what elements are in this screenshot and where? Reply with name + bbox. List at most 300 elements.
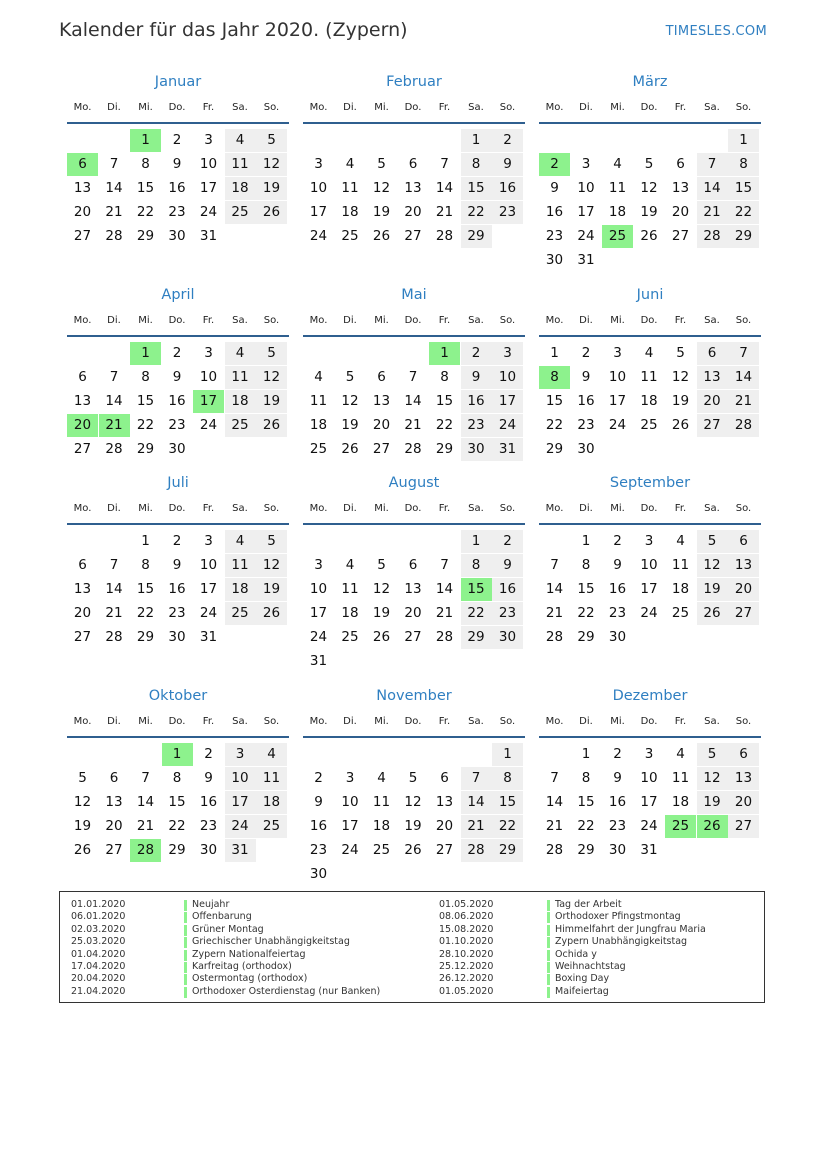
weekday-label: Mo.	[309, 102, 328, 113]
day-cell: 28	[435, 629, 454, 645]
day-cell: 26	[256, 414, 287, 437]
legend-holiday-name: Grüner Montag	[192, 923, 264, 935]
day-cell: 6	[78, 369, 87, 385]
day-cell: 23	[608, 818, 627, 834]
day-cell: 18	[225, 390, 256, 413]
day-cell: 30	[168, 228, 186, 244]
day-cell: 31	[225, 839, 256, 862]
day-cell: 25	[225, 201, 256, 224]
day-cell: 14	[105, 180, 123, 196]
day-cell: 23	[545, 228, 564, 244]
legend-entry	[60, 936, 760, 948]
legend-holiday-name: Tag der Arbeit	[555, 899, 622, 910]
weekday-header	[539, 503, 761, 525]
day-cell: 9	[172, 557, 182, 573]
legend-marker	[547, 950, 550, 961]
day-cell: 13	[671, 180, 690, 196]
day-cell: 2	[613, 746, 622, 762]
day-cell: 15	[136, 581, 155, 597]
weekday-label: Sa.	[704, 716, 720, 727]
day-cell: 26	[73, 842, 92, 858]
day-cell: 18	[341, 605, 359, 621]
legend-entry	[60, 961, 760, 973]
day-cell: 23	[608, 605, 627, 621]
day-cell: 20	[404, 605, 422, 621]
weekday-label: Di.	[107, 315, 121, 326]
day-cell: 15	[492, 791, 523, 814]
day-cell: 13	[728, 767, 759, 790]
day-cell: 10	[225, 767, 256, 790]
day-cell: 29	[492, 839, 523, 862]
day-cell: 7	[440, 557, 449, 573]
day-cell: 11	[309, 393, 328, 409]
weekday-header	[303, 315, 525, 337]
day-cell: 11	[608, 180, 627, 196]
legend-holiday-name: Zypern Nationalfeiertag	[192, 948, 306, 960]
legend-entry	[60, 973, 760, 985]
weekday-label: So.	[735, 102, 752, 113]
day-cell: 22	[577, 605, 595, 621]
weekday-label: Mi.	[138, 716, 153, 727]
day-cell: 23	[492, 201, 523, 224]
day-cell: 2	[613, 533, 622, 549]
day-cell: 21	[697, 201, 728, 224]
day-cell: 27	[404, 228, 422, 244]
day-cell: 1	[141, 533, 150, 549]
day-cell: 24	[577, 228, 595, 244]
day-cell: 24	[640, 605, 658, 621]
day-cell: 6	[377, 369, 386, 385]
day-cell: 21	[545, 605, 564, 621]
day-cell: 15	[461, 177, 492, 200]
legend-holiday-name: Orthodoxer Pfingstmontag	[555, 911, 681, 923]
day-cell: 1	[461, 530, 492, 553]
day-cell: 7	[697, 153, 728, 176]
day-cell: 28	[105, 228, 123, 244]
day-cell: 11	[225, 554, 256, 577]
holiday-day-cell: 26	[697, 815, 728, 838]
day-cell: 20	[404, 204, 422, 220]
weekday-label: Fr.	[202, 503, 215, 514]
day-cell: 23	[461, 414, 492, 437]
day-cell: 9	[550, 180, 559, 196]
weekday-label: Do.	[640, 315, 658, 326]
site-link[interactable]: TIMESLES.COM	[665, 24, 767, 39]
holiday-day-cell: 8	[539, 366, 570, 389]
day-cell: 10	[341, 794, 359, 810]
legend-date: 20.04.2020	[71, 973, 126, 985]
day-cell: 13	[73, 393, 92, 409]
legend-date: 17.04.2020	[71, 961, 126, 972]
day-cell: 19	[697, 578, 728, 601]
day-cell: 27	[404, 629, 422, 645]
weekday-label: Mo.	[545, 503, 564, 514]
day-cell: 8	[728, 153, 759, 176]
day-cell: 20	[435, 818, 454, 834]
day-cell: 23	[309, 842, 328, 858]
day-cell: 26	[404, 842, 422, 858]
weekday-label: So.	[263, 102, 280, 113]
day-cell: 15	[728, 177, 759, 200]
month-name: Februar	[386, 74, 442, 90]
weekday-label: Mi.	[610, 716, 625, 727]
weekday-label: So.	[263, 315, 280, 326]
day-cell: 25	[225, 414, 256, 437]
day-cell: 17	[608, 393, 627, 409]
day-cell: 1	[492, 743, 523, 766]
weekday-label: Do.	[404, 716, 422, 727]
day-cell: 14	[545, 581, 564, 597]
day-cell: 5	[697, 743, 728, 766]
day-cell: 24	[309, 228, 328, 244]
weekday-label: So.	[499, 503, 516, 514]
day-cell: 4	[676, 533, 685, 549]
day-cell: 8	[581, 770, 591, 786]
weekday-label: Mi.	[374, 102, 389, 113]
day-cell: 29	[435, 441, 454, 457]
day-cell: 18	[309, 417, 328, 433]
day-cell: 6	[78, 557, 87, 573]
day-cell: 7	[461, 767, 492, 790]
holiday-day-cell: 15	[461, 578, 492, 601]
day-cell: 19	[640, 204, 658, 220]
day-cell: 13	[435, 794, 454, 810]
month-name: Januar	[154, 74, 202, 90]
day-cell: 8	[172, 770, 182, 786]
day-cell: 6	[408, 156, 418, 172]
weekday-header	[303, 503, 525, 525]
day-cell: 26	[372, 629, 391, 645]
day-cell: 8	[492, 767, 523, 790]
weekday-label: Di.	[343, 315, 357, 326]
day-cell: 11	[372, 794, 391, 810]
day-cell: 3	[204, 345, 213, 361]
day-cell: 9	[613, 770, 622, 786]
day-cell: 24	[199, 417, 218, 433]
day-cell: 1	[728, 129, 759, 152]
legend-marker	[547, 987, 550, 998]
day-cell: 3	[204, 533, 213, 549]
weekday-label: Fr.	[674, 503, 687, 514]
day-cell: 26	[341, 441, 359, 457]
day-cell: 8	[141, 369, 150, 385]
day-cell: 18	[256, 791, 287, 814]
day-cell: 11	[341, 581, 359, 597]
day-cell: 9	[172, 369, 182, 385]
legend-entry	[60, 949, 760, 961]
day-cell: 28	[105, 441, 123, 457]
day-cell: 24	[199, 204, 218, 220]
day-cell: 9	[314, 794, 323, 810]
day-cell: 22	[435, 417, 454, 433]
day-cell: 28	[461, 839, 492, 862]
weekday-label: Di.	[107, 503, 121, 514]
day-cell: 8	[141, 557, 150, 573]
weekday-label: Do.	[168, 315, 186, 326]
day-cell: 13	[73, 180, 92, 196]
day-cell: 30	[545, 252, 564, 268]
weekday-label: Fr.	[674, 315, 687, 326]
day-cell: 17	[199, 581, 218, 597]
day-cell: 5	[377, 156, 386, 172]
day-cell: 24	[309, 629, 328, 645]
day-cell: 24	[640, 818, 658, 834]
day-cell: 6	[728, 530, 759, 553]
day-cell: 24	[608, 417, 627, 433]
day-cell: 7	[550, 770, 559, 786]
day-cell: 13	[105, 794, 123, 810]
day-cell: 10	[199, 557, 218, 573]
legend-date: 06.01.2020	[71, 911, 126, 923]
day-cell: 2	[172, 132, 182, 148]
weekday-label: Fr.	[438, 102, 451, 113]
day-cell: 24	[341, 842, 359, 858]
day-cell: 27	[105, 842, 123, 858]
day-cell: 21	[404, 417, 422, 433]
day-cell: 21	[545, 818, 564, 834]
weekday-label: Fr.	[674, 102, 687, 113]
day-cell: 5	[256, 342, 287, 365]
day-cell: 26	[697, 602, 728, 625]
day-cell: 22	[728, 201, 759, 224]
day-cell: 22	[136, 417, 155, 433]
day-cell: 10	[199, 369, 218, 385]
day-cell: 12	[640, 180, 658, 196]
holiday-day-cell: 1	[429, 342, 460, 365]
day-cell: 28	[105, 629, 123, 645]
weekday-label: Mi.	[610, 503, 625, 514]
weekday-label: Sa.	[232, 315, 248, 326]
weekday-header	[67, 503, 289, 525]
weekday-label: Do.	[404, 315, 422, 326]
day-cell: 20	[728, 578, 759, 601]
day-cell: 26	[671, 417, 690, 433]
day-cell: 2	[492, 530, 523, 553]
weekday-label: Mo.	[309, 503, 328, 514]
day-cell: 4	[225, 530, 256, 553]
weekday-label: Mo.	[309, 716, 328, 727]
day-cell: 2	[314, 770, 323, 786]
day-cell: 4	[613, 156, 622, 172]
day-cell: 10	[640, 770, 658, 786]
day-cell: 25	[372, 842, 391, 858]
day-cell: 7	[109, 156, 119, 172]
day-cell: 5	[377, 557, 386, 573]
day-cell: 30	[199, 842, 218, 858]
weekday-label: Mi.	[138, 102, 153, 113]
weekday-label: Fr.	[202, 315, 215, 326]
weekday-label: Do.	[640, 102, 658, 113]
weekday-label: Fr.	[438, 503, 451, 514]
legend-date: 15.08.2020	[439, 923, 494, 935]
day-cell: 18	[671, 581, 690, 597]
legend-entry	[60, 924, 760, 936]
day-cell: 19	[372, 204, 391, 220]
day-cell: 16	[545, 204, 564, 220]
day-cell: 22	[545, 417, 564, 433]
legend-holiday-name: Zypern Unabhängigkeitstag	[555, 936, 688, 948]
weekday-label: Di.	[107, 102, 121, 113]
day-cell: 5	[644, 156, 654, 172]
legend-date: 28.10.2020	[439, 948, 494, 960]
day-cell: 30	[608, 629, 627, 645]
weekday-label: Mi.	[138, 315, 153, 326]
day-cell: 27	[73, 228, 92, 244]
weekday-label: Sa.	[232, 102, 248, 113]
day-cell: 23	[577, 417, 595, 433]
day-cell: 16	[608, 581, 627, 597]
legend-holiday-name: Boxing Day	[555, 973, 610, 985]
weekday-label: Sa.	[232, 716, 248, 727]
day-cell: 18	[341, 204, 359, 220]
legend-holiday-name: Weihnachtstag	[555, 961, 626, 972]
weekday-header	[539, 716, 761, 738]
weekday-label: So.	[735, 315, 752, 326]
day-cell: 18	[608, 204, 627, 220]
weekday-header	[67, 315, 289, 337]
day-cell: 11	[671, 770, 690, 786]
day-cell: 4	[345, 557, 355, 573]
weekday-label: Di.	[579, 315, 593, 326]
day-cell: 22	[136, 204, 155, 220]
day-cell: 25	[225, 602, 256, 625]
day-cell: 2	[172, 533, 182, 549]
weekday-label: Di.	[343, 503, 357, 514]
weekday-label: Sa.	[704, 315, 720, 326]
day-cell: 4	[644, 345, 654, 361]
day-cell: 3	[314, 156, 323, 172]
holiday-day-cell: 21	[99, 414, 130, 437]
day-cell: 12	[372, 581, 391, 597]
day-cell: 12	[256, 554, 287, 577]
day-cell: 23	[168, 417, 186, 433]
weekday-label: Fr.	[674, 716, 687, 727]
day-cell: 3	[314, 557, 323, 573]
day-cell: 21	[435, 204, 454, 220]
day-cell: 22	[168, 818, 186, 834]
day-cell: 26	[256, 201, 287, 224]
day-cell: 22	[136, 605, 155, 621]
day-cell: 4	[256, 743, 287, 766]
day-cell: 30	[461, 438, 492, 461]
legend-holiday-name: Himmelfahrt der Jungfrau Maria	[555, 923, 706, 935]
day-cell: 25	[640, 417, 658, 433]
day-cell: 18	[671, 794, 690, 810]
day-cell: 29	[728, 225, 759, 248]
legend-date: 26.12.2020	[439, 973, 494, 985]
weekday-header	[303, 102, 525, 124]
legend-date: 01.01.2020	[71, 899, 126, 910]
weekday-label: Do.	[404, 503, 422, 514]
day-cell: 15	[136, 393, 155, 409]
legend-holiday-name: Orthodoxer Osterdienstag (nur Banken)	[192, 985, 381, 997]
weekday-label: Fr.	[438, 716, 451, 727]
day-cell: 17	[199, 180, 218, 196]
day-cell: 12	[256, 366, 287, 389]
day-cell: 5	[256, 129, 287, 152]
legend-marker	[547, 962, 550, 973]
month-name: Dezember	[612, 688, 688, 704]
day-cell: 20	[372, 417, 391, 433]
weekday-label: Do.	[640, 503, 658, 514]
day-cell: 19	[671, 393, 690, 409]
day-cell: 9	[204, 770, 213, 786]
legend-date: 02.03.2020	[71, 923, 126, 935]
day-cell: 15	[577, 794, 595, 810]
weekday-label: Mi.	[374, 315, 389, 326]
weekday-label: Di.	[579, 102, 593, 113]
day-cell: 27	[697, 414, 728, 437]
weekday-label: So.	[499, 716, 516, 727]
day-cell: 7	[109, 369, 119, 385]
day-cell: 14	[728, 366, 759, 389]
day-cell: 2	[581, 345, 591, 361]
day-cell: 19	[256, 177, 287, 200]
day-cell: 9	[581, 369, 591, 385]
day-cell: 22	[461, 602, 492, 625]
day-cell: 16	[168, 393, 186, 409]
day-cell: 2	[172, 345, 182, 361]
day-cell: 16	[168, 180, 186, 196]
weekday-label: Sa.	[704, 102, 720, 113]
legend-entry	[60, 911, 760, 923]
weekday-label: Mo.	[545, 102, 564, 113]
day-cell: 24	[199, 605, 218, 621]
holiday-day-cell: 1	[130, 129, 161, 152]
day-cell: 27	[73, 629, 92, 645]
day-cell: 28	[697, 225, 728, 248]
weekday-label: Mo.	[73, 315, 92, 326]
day-cell: 30	[608, 842, 627, 858]
day-cell: 22	[577, 818, 595, 834]
day-cell: 20	[73, 204, 92, 220]
day-cell: 27	[728, 602, 759, 625]
day-cell: 16	[608, 794, 627, 810]
day-cell: 23	[199, 818, 218, 834]
weekday-label: Sa.	[468, 503, 484, 514]
day-cell: 17	[492, 390, 523, 413]
legend-holiday-name: Karfreitag (orthodox)	[192, 961, 292, 972]
day-cell: 3	[225, 743, 256, 766]
weekday-header	[303, 716, 525, 738]
holiday-day-cell: 25	[665, 815, 696, 838]
day-cell: 16	[461, 390, 492, 413]
day-cell: 28	[728, 414, 759, 437]
day-cell: 4	[225, 129, 256, 152]
legend-date: 01.10.2020	[439, 936, 494, 948]
weekday-label: Mo.	[73, 102, 92, 113]
day-cell: 28	[404, 441, 422, 457]
day-cell: 4	[377, 770, 386, 786]
weekday-label: Di.	[107, 716, 121, 727]
day-cell: 6	[697, 342, 728, 365]
day-cell: 21	[105, 204, 123, 220]
day-cell: 16	[199, 794, 218, 810]
month-name: März	[632, 74, 668, 90]
day-cell: 11	[640, 369, 658, 385]
day-cell: 12	[341, 393, 359, 409]
day-cell: 20	[697, 390, 728, 413]
day-cell: 24	[492, 414, 523, 437]
day-cell: 13	[404, 581, 422, 597]
day-cell: 23	[168, 605, 186, 621]
weekday-label: Mi.	[374, 716, 389, 727]
day-cell: 6	[676, 156, 685, 172]
day-cell: 10	[309, 180, 328, 196]
day-cell: 24	[225, 815, 256, 838]
day-cell: 29	[545, 441, 564, 457]
day-cell: 2	[204, 746, 213, 762]
